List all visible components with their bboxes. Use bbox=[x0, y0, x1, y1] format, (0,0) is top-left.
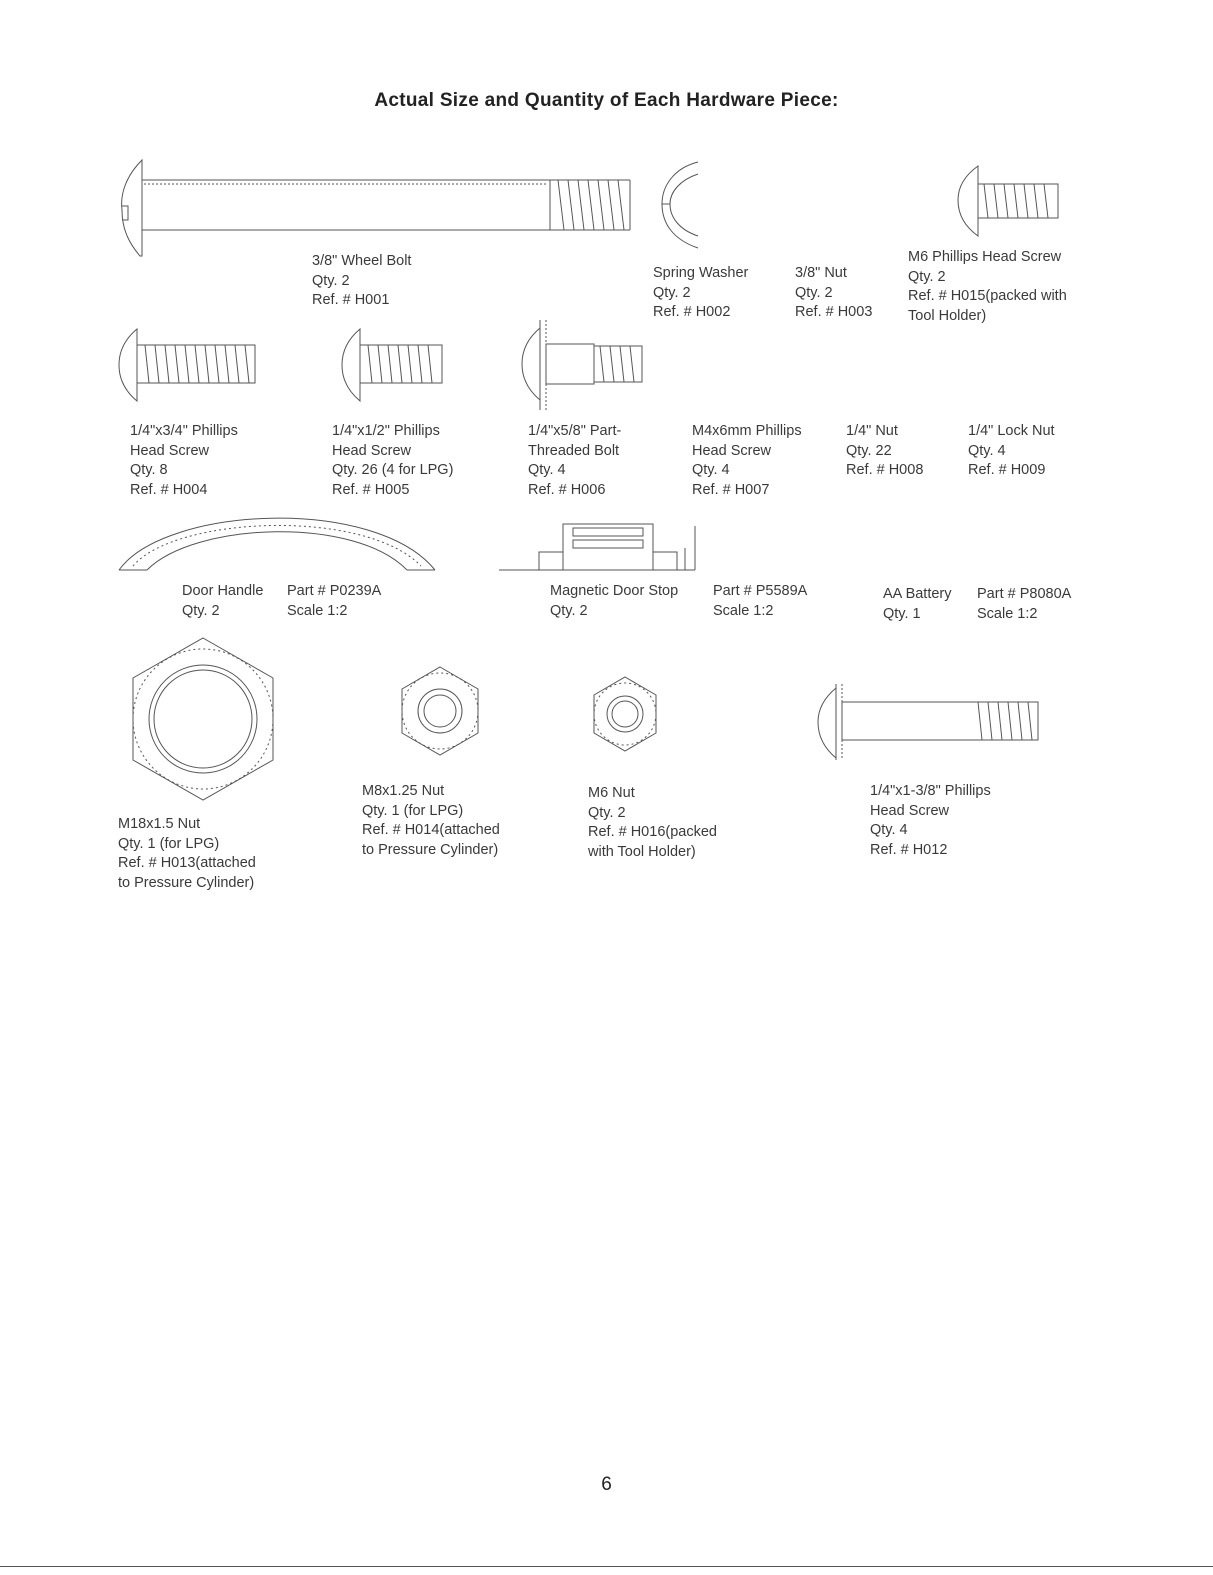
quarter-x-one-three-eighths-screw-drawing bbox=[814, 682, 1044, 762]
item-name: Spring Washer bbox=[653, 265, 749, 281]
item-name: 1/4"x1-3/8" Phillips bbox=[870, 783, 991, 799]
item-name: Door Handle bbox=[182, 583, 264, 599]
item-ref: Ref. # H003 bbox=[795, 304, 873, 320]
label-h004 bbox=[130, 422, 238, 500]
label-h006 bbox=[528, 422, 621, 500]
item-part: Part # P5589A bbox=[713, 583, 808, 599]
m6-nut-drawing bbox=[590, 673, 660, 755]
page-title: Actual Size and Quantity of Each Hardware Piece: bbox=[374, 90, 839, 111]
item-ref: Ref. # H015(packed with bbox=[908, 288, 1067, 304]
m18-nut-drawing bbox=[128, 634, 278, 804]
m8-nut-drawing bbox=[398, 663, 482, 759]
item-ref-cont: to Pressure Cylinder) bbox=[118, 874, 255, 891]
label-spring-washer bbox=[653, 264, 748, 323]
item-qty: Qty. 2 bbox=[312, 272, 350, 289]
wheel-bolt-thread-marks bbox=[558, 180, 624, 230]
label-magnetic-door-stop bbox=[550, 582, 678, 621]
page-number: 6 bbox=[601, 1474, 612, 1495]
label-h012 bbox=[870, 782, 991, 860]
item-name: 3/8" Nut bbox=[795, 265, 847, 281]
item-qty: Qty. 4 bbox=[528, 462, 566, 478]
item-name: M4x6mm Phillips bbox=[692, 423, 802, 439]
item-qty: Qty. 2 bbox=[182, 602, 220, 619]
quarter-x-three-quarter-screw-drawing bbox=[115, 325, 260, 405]
label-magnetic-door-stop-part bbox=[713, 582, 807, 621]
item-ref: Ref. # H006 bbox=[528, 481, 606, 498]
item-ref: Ref. # H016(packed bbox=[588, 824, 717, 840]
item-name: Magnetic Door Stop bbox=[550, 583, 679, 599]
item-part: Part # P0239A bbox=[287, 583, 382, 599]
item-ref: Ref. # H013(attached bbox=[118, 855, 256, 871]
item-scale: Scale 1:2 bbox=[287, 602, 348, 619]
item-qty: Qty. 4 bbox=[692, 462, 730, 478]
quarter-x-half-screw-drawing bbox=[338, 325, 448, 405]
item-name: 1/4"x1/2" Phillips bbox=[332, 423, 440, 439]
item-ref: Ref. # H008 bbox=[846, 462, 924, 478]
item-ref: Ref. # H005 bbox=[332, 481, 410, 498]
label-m6-phillips-screw bbox=[908, 248, 1067, 326]
item-name-cont: Head Screw bbox=[332, 442, 411, 459]
item-ref: Ref. # H001 bbox=[312, 292, 390, 308]
wheel-bolt-drawing bbox=[118, 158, 638, 258]
part-threaded-bolt-drawing bbox=[518, 318, 648, 413]
item-name: M8x1.25 Nut bbox=[362, 783, 445, 799]
item-name: M18x1.5 Nut bbox=[118, 816, 201, 832]
item-name: 1/4" Nut bbox=[846, 423, 898, 439]
item-qty: Qty. 1 (for LPG) bbox=[118, 835, 220, 852]
item-ref-cont: with Tool Holder) bbox=[588, 843, 696, 860]
item-ref: Ref. # H014(attached bbox=[362, 822, 500, 838]
spring-washer-drawing bbox=[658, 160, 708, 250]
item-qty: Qty. 8 bbox=[130, 462, 168, 478]
item-name: 3/8" Wheel Bolt bbox=[312, 253, 412, 269]
label-h007 bbox=[692, 422, 802, 500]
label-h009 bbox=[968, 422, 1055, 481]
item-scale: Scale 1:2 bbox=[977, 605, 1038, 622]
item-qty: Qty. 2 bbox=[588, 804, 626, 821]
item-name: M6 Phillips Head Screw bbox=[908, 249, 1062, 265]
m6-screw-drawing bbox=[954, 160, 1064, 240]
label-3-8-nut bbox=[795, 264, 872, 323]
item-name-cont: Head Screw bbox=[692, 442, 771, 459]
label-m18-nut bbox=[118, 815, 256, 893]
item-ref: Ref. # H007 bbox=[692, 481, 770, 498]
item-qty: Qty. 2 bbox=[908, 268, 946, 285]
item-qty: Qty. 1 bbox=[883, 605, 921, 622]
item-qty: Qty. 2 bbox=[653, 284, 691, 301]
door-handle-drawing bbox=[115, 500, 440, 575]
item-name: 1/4"x3/4" Phillips bbox=[130, 423, 238, 439]
label-door-handle-part bbox=[287, 582, 381, 621]
item-qty: Qty. 26 (4 for LPG) bbox=[332, 462, 454, 478]
item-qty: Qty. 4 bbox=[870, 822, 908, 838]
item-name: AA Battery bbox=[883, 586, 952, 602]
item-part: Part # P8080A bbox=[977, 586, 1072, 602]
item-name-cont: Head Screw bbox=[130, 442, 209, 459]
item-qty: Qty. 2 bbox=[550, 602, 588, 619]
item-ref: Ref. # H004 bbox=[130, 481, 208, 498]
item-scale: Scale 1:2 bbox=[713, 602, 774, 619]
item-qty: Qty. 22 bbox=[846, 442, 892, 459]
item-name: 1/4" Lock Nut bbox=[968, 423, 1055, 439]
label-door-handle bbox=[182, 582, 263, 621]
item-qty: Qty. 2 bbox=[795, 284, 833, 301]
item-name-cont: Head Screw bbox=[870, 802, 949, 819]
item-ref: Ref. # H002 bbox=[653, 304, 731, 320]
item-name-cont: Threaded Bolt bbox=[528, 442, 620, 459]
item-qty: Qty. 4 bbox=[968, 442, 1006, 459]
item-ref-cont: to Pressure Cylinder) bbox=[362, 841, 499, 858]
label-wheel-bolt bbox=[312, 252, 411, 311]
label-m6-nut bbox=[588, 784, 717, 862]
label-m8-nut bbox=[362, 782, 500, 860]
bottom-rule bbox=[0, 1566, 1213, 1567]
item-name: M6 Nut bbox=[588, 785, 635, 801]
item-ref: Ref. # H009 bbox=[968, 462, 1046, 478]
item-ref: Ref. # H012 bbox=[870, 841, 948, 858]
label-aa-battery bbox=[883, 585, 952, 624]
label-h005 bbox=[332, 422, 453, 500]
item-name: 1/4"x5/8" Part- bbox=[528, 423, 622, 439]
item-ref-cont: Tool Holder) bbox=[908, 307, 987, 324]
magnetic-door-stop-drawing bbox=[495, 518, 710, 578]
label-aa-battery-part bbox=[977, 585, 1071, 624]
item-qty: Qty. 1 (for LPG) bbox=[362, 802, 464, 819]
label-h008 bbox=[846, 422, 923, 481]
